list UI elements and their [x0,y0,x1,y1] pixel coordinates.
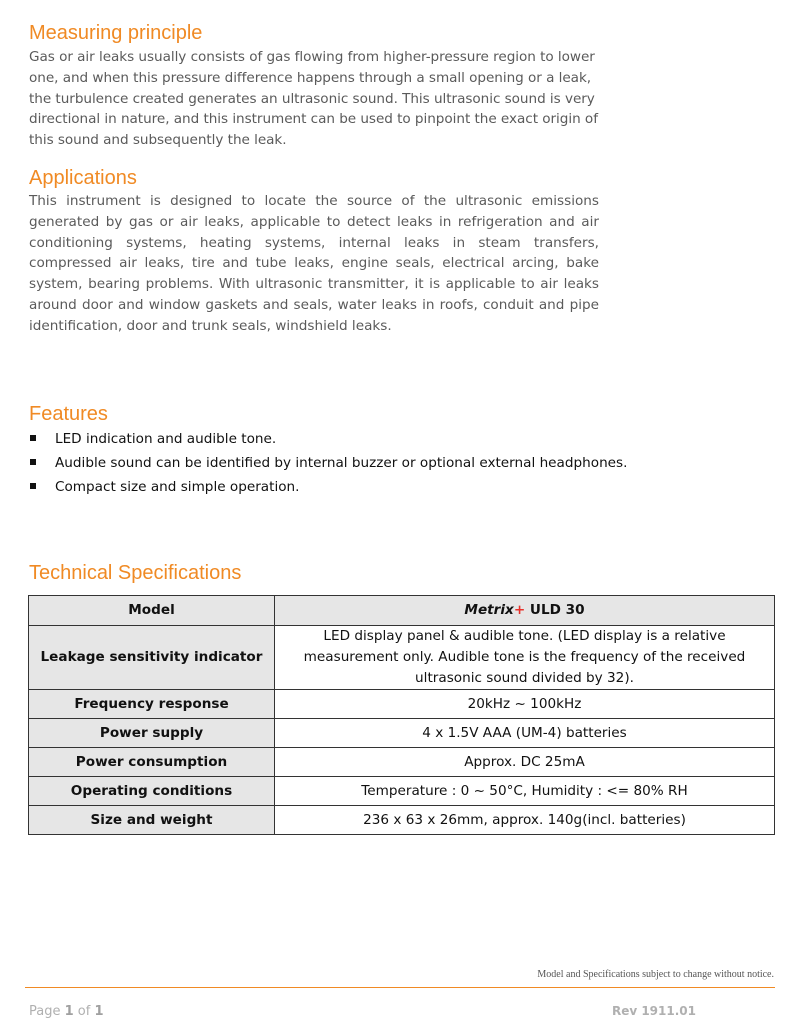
page-number: Page 1 of 1 [29,1004,104,1019]
spec-label: Power consumption [29,748,275,777]
spec-row-power-consumption [29,748,775,777]
spec-table [28,595,775,835]
page-current: 1 [64,1004,74,1019]
feature-text: Audible sound can be identified by internal buzzer or optional external headphones. [55,455,628,471]
spec-label: Frequency response [29,690,275,719]
spec-header-row [29,596,775,626]
measuring-principle-heading: Measuring principle [29,22,203,44]
spec-label: Power supply [29,719,275,748]
applications-text: This instrument is designed to locate the source of the ultrasonic emissions generated by gas or air leaks, applicable to detect leaks in refrigeration and air conditioning systems, heating systems, internal leaks in steam transfers, compressed air leaks, tire and tube leaks, engine seals, electrical arcing, bake system, bearing problems. With ultrasonic transmitter, it is applicable to air leaks around door and window gaskets and seals, water leaks in roofs, conduit and pipe identification, door and trunk seals, windshield leaks. [29,193,599,334]
spec-value: LED display panel & audible tone. (LED display is a relative measurement only. Audible tone is the frequency of the received ultrasonic sound divided by 32). [275,626,775,690]
spec-row-operating [29,777,775,806]
spec-value: 236 x 63 x 26mm, approx. 140g(incl. batteries) [275,806,775,835]
feature-item [29,477,627,501]
spec-label: Size and weight [29,806,275,835]
measuring-principle-text: Gas or air leaks usually consists of gas flowing from higher-pressure region to lower one, and when this pressure difference happens through a small opening or a leak, the turbulence created generates an ultrasonic sound. This ultrasonic sound is very directional in nature, and this instrument can be used to pinpoint the exact origin of this sound and subsequently the leak. [29,49,598,149]
model-label: Model [29,596,275,626]
bullet-icon [30,483,36,489]
spec-label: Operating conditions [29,777,275,806]
bullet-icon [30,459,36,465]
notice-text: Model and Specifications subject to change without notice. [537,969,774,980]
spec-value: Temperature : 0 ~ 50°C, Humidity : <= 80% RH [275,777,775,806]
page-total: 1 [94,1004,104,1019]
features-list [29,429,627,501]
spec-label: Leakage sensitivity indicator [29,626,275,690]
bullet-icon [30,435,36,441]
feature-item [29,429,627,453]
spec-row-leakage [29,626,775,690]
spec-row-size-weight [29,806,775,835]
brand-plus: + [513,602,526,618]
spec-value: Approx. DC 25mA [275,748,775,777]
model-name: ULD 30 [525,602,585,618]
technical-specifications-heading: Technical Specifications [29,562,242,584]
features-heading: Features [29,403,108,425]
footer-divider [25,987,775,988]
feature-text: Compact size and simple operation. [55,479,300,495]
applications-heading: Applications [29,167,137,189]
spec-row-frequency [29,690,775,719]
revision: Rev 1911.01 [611,1004,696,1018]
feature-item [29,453,627,477]
model-value [275,596,775,626]
spec-row-power-supply [29,719,775,748]
spec-value: 4 x 1.5V AAA (UM-4) batteries [275,719,775,748]
spec-value: 20kHz ~ 100kHz [275,690,775,719]
feature-text: LED indication and audible tone. [55,431,277,447]
brand-name: Metrix+ [464,602,526,618]
